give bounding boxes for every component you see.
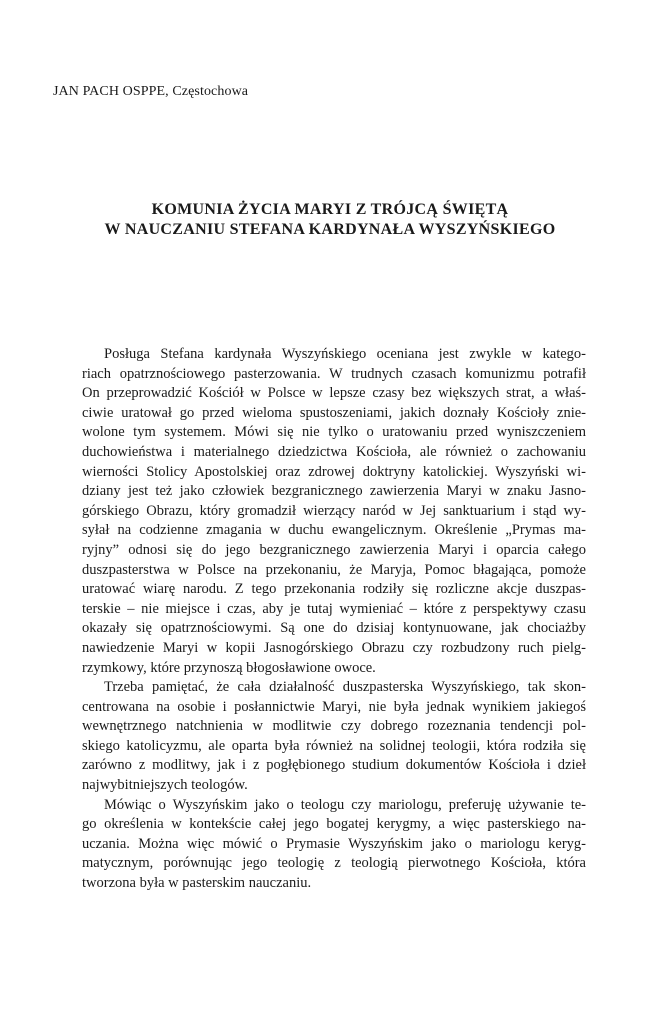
paragraph-line: duchowieństwa i materialnego dziedzictwa Kościoła, ale również o zachowaniu	[82, 443, 586, 460]
paragraph-line: terskie – nie miejsce i czas, aby je tutaj wymieniać – które z perspektywy czasu	[82, 600, 586, 617]
paragraph-line: syłał na codzienne zmagania w duchu ewangelicznym. Określenie „Prymas ma-	[82, 522, 586, 539]
paragraph-line: go określenia w kontekście całej jego bogatej kerygmy, a więc pasterskiego na-	[82, 816, 586, 833]
paragraph-line: najwybitniejszych teologów.	[82, 777, 248, 794]
paragraph-line: uczania. Można więc mówić o Prymasie Wyszyńskim jako o mariologu keryg-	[82, 835, 586, 852]
paragraph-line: wolone tym systemem. Mówi się nie tylko o uratowaniu przed wyniszczeniem	[82, 424, 586, 441]
paragraph-line: Posługa Stefana kardynała Wyszyńskiego oceniana jest zwykle w katego-	[104, 346, 586, 362]
paragraph-line: riach opatrznościowego pasterzowania. W trudnych czasach komunizmu potrafił	[82, 365, 586, 382]
paragraph-line: zarówno z modlitwy, jak i z pogłębionego studium dokumentów Kościoła i dzieł	[82, 757, 586, 774]
author-line: JAN PACH OSPPE, Częstochowa	[53, 84, 249, 99]
paragraph-line: tworzona była w pasterskim nauczaniu.	[82, 875, 312, 892]
paragraph-line: ciwie uratował go przed wieloma spustoszeniami, jakich doznały Kościoły znie-	[82, 404, 586, 421]
paragraph-line: wewnętrznego natchnienia w modlitwie czy dobrego rozeznania tendencji pol-	[82, 718, 586, 735]
paragraph-line: ryjny” odnosi się do jego bezgranicznego zawierzenia Maryi i oparcia całego	[82, 541, 586, 558]
title-line-2: W NAUCZANIU STEFANA KARDYNAŁA WYSZYŃSKIEGO	[104, 221, 556, 238]
paragraph-line: rzymkowy, które przynoszą błogosławione owoce.	[82, 659, 376, 676]
paragraph-line: centrowana na osobie i posłannictwie Maryi, nie była jednak wynikiem jakiegoś	[82, 698, 586, 715]
paragraph-line: dziany jest też jako człowiek bezgranicznego zawierzenia Maryi w znaku Jasno-	[82, 483, 586, 500]
body-text	[82, 345, 586, 894]
title-line-1: KOMUNIA ŻYCIA MARYI Z TRÓJCĄ ŚWIĘTĄ	[151, 201, 509, 218]
paragraph-line: nawiedzenie Maryi w kopii Jasnogórskiego Obrazu czy rozbudzony ruch pielg-	[82, 639, 586, 656]
paragraph-line: Trzeba pamiętać, że cała działalność duszpasterska Wyszyńskiego, tak skon-	[104, 679, 586, 696]
paragraph-line: Mówiąc o Wyszyńskim jako o teologu czy mariologu, preferuję używanie te-	[104, 796, 586, 813]
paragraph-line: okazały się opatrznościowymi. Są one do dzisiaj kontynuowane, jak chociażby	[82, 620, 586, 637]
paragraph-line: górskiego Obrazu, który gromadził wierzący naród w Jej sanktuarium i stąd wy-	[82, 502, 586, 519]
paragraph-line: uratować wiarę narodu. Z tego przekonania rodziły się rozliczne akcje duszpas-	[82, 581, 586, 598]
paragraph-line: matycznym, porównując jego teologię z teologią pierwotnego Kościoła, która	[82, 855, 586, 872]
paragraph-line: On przeprowadzić Kościół w Polsce w lepsze czasy bez większych strat, a właś-	[82, 385, 586, 402]
paragraph-line: skiego katolicyzmu, ale oparta była również na solidnej teologii, która rodziła się	[82, 737, 586, 754]
paragraph-line: wierności Stolicy Apostolskiej oraz zdrowej doktryny katolickiej. Wyszyński wi-	[82, 463, 586, 480]
paragraph-line: duszpasterstwa w Polsce na przekonaniu, że Maryja, Pomoc błagająca, pomoże	[82, 561, 586, 578]
